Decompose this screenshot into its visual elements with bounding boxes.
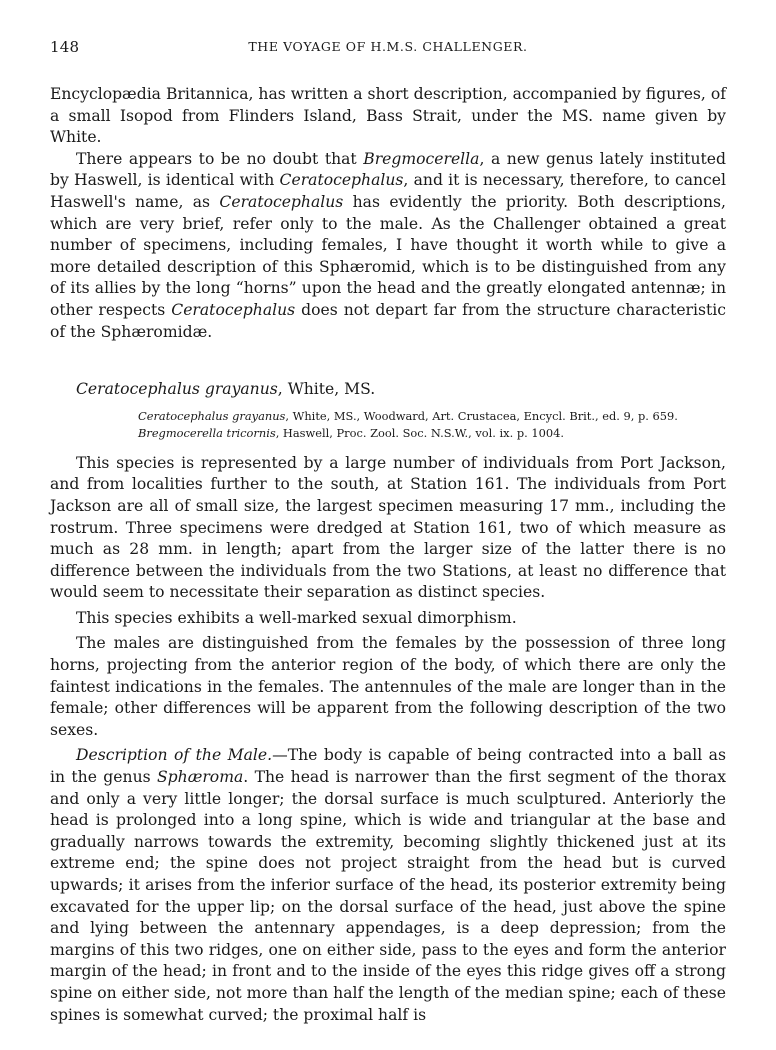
text-run: has evidently the priority. Both descriptions, which are very brief, refer only to the male. As the Challenger obtained a great number of specimens, including females, I have thought it worth while to give a more detailed description of this Sphæromid, which is to be distinguished from any of its allies by the long “horns” upon the head and the greatly elongated antennæ; in other respects bbox=[50, 192, 726, 319]
synonymy-entry bbox=[138, 425, 726, 443]
text-run: , a new genus lately instituted by Haswell, is identical with bbox=[50, 149, 726, 190]
paragraph-dimorphism: This species exhibits a well-marked sexual dimorphism. bbox=[76, 608, 517, 627]
synonym-name: Bregmocerella tricornis bbox=[138, 426, 276, 441]
page-number: 148 bbox=[50, 38, 80, 56]
paragraph-male-description bbox=[50, 745, 726, 1026]
species-authority: , White, MS. bbox=[277, 380, 376, 399]
paragraph-continuation: Encyclopædia Britannica, has written a short description, accompanied by figures, of a small Isopod from Flinders Island, Bass Strait, under the MS. name given by White. bbox=[50, 85, 726, 147]
text-run: does not depart far from the structure characteristic of the Sphæromidæ. bbox=[50, 300, 726, 341]
genus-name: Bregmocerella bbox=[363, 149, 480, 168]
genus-name: Ceratocephalus bbox=[171, 300, 296, 319]
synonymy-list bbox=[138, 408, 726, 443]
text-run: , and it is necessary, therefore, to cancel Haswell's name, as bbox=[50, 171, 726, 211]
genus-name: Ceratocephalus bbox=[219, 192, 344, 211]
genus-name: Sphæroma bbox=[156, 768, 244, 787]
species-heading bbox=[76, 379, 726, 401]
running-head bbox=[50, 38, 726, 62]
paragraph-sex-differences: The males are distinguished from the females by the possession of three long horns, projecting from the anterior region of the body, of which there are only the faintest indications in the females. The antennules of the male are longer than in the female; other differences will be apparent from the following description of the two sexes. bbox=[50, 634, 726, 739]
page bbox=[50, 38, 726, 1026]
text-run: . The head is narrower than the first segment of the thorax and only a very little longer; the dorsal surface is much sculptured. Anteriorly the head is prolonged into a long spine, which is wide and triangular at the base and gradually narrows towards the extremity, becoming slightly thickened just at its extreme end; the spine does not project straight from the head but is curved upwards; it arises from the inferior surface of the head, its posterior extremity being excavated for the upper lip; on the dorsal surface of the head, just above the spine and lying between the antennary appendages, is a deep depression; from the margins of this two ridges, one on either side, pass to the eyes and form the anterior margin of the head; in front and to the inside of the eyes this ridge gives off a strong spine on either side, not more than half the length of the median spine; each of these spines is somewhat curved; the proximal half is bbox=[50, 768, 726, 1024]
text-run: —The body is capable of being contracted into a ball as in the genus bbox=[50, 746, 726, 787]
synonym-citation: , Haswell, Proc. Zool. Soc. N.S.W., vol. ix. p. 1004. bbox=[275, 426, 564, 441]
paragraph-distribution: This species is represented by a large number of individuals from Port Jackson, and from localities further to the south, at Station 161. The individuals from Port Jackson are all of small size, the largest specimen measuring 17 mm., including the rostrum. Three specimens were dredged at Station 161, two of which measure as much as 28 mm. in length; apart from the larger size of the latter there is no difference between the individuals from the two Stations, at least no difference that would seem to necessitate their separation as distinct species. bbox=[50, 453, 726, 602]
species-name: Ceratocephalus grayanus bbox=[76, 380, 278, 399]
paragraph-genus-priority bbox=[50, 149, 726, 343]
synonym-name: Ceratocephalus grayanus bbox=[138, 408, 286, 423]
synonymy-entry bbox=[138, 408, 726, 426]
synonym-citation: , White, MS., Woodward, Art. Crustacea, Encycl. Brit., ed. 9, p. 659. bbox=[285, 408, 678, 423]
running-title: THE VOYAGE OF H.M.S. CHALLENGER. bbox=[248, 39, 528, 54]
genus-name: Ceratocephalus bbox=[279, 171, 404, 190]
section-lead: Description of the Male. bbox=[76, 746, 273, 765]
text-run: There appears to be no doubt that bbox=[76, 149, 364, 168]
